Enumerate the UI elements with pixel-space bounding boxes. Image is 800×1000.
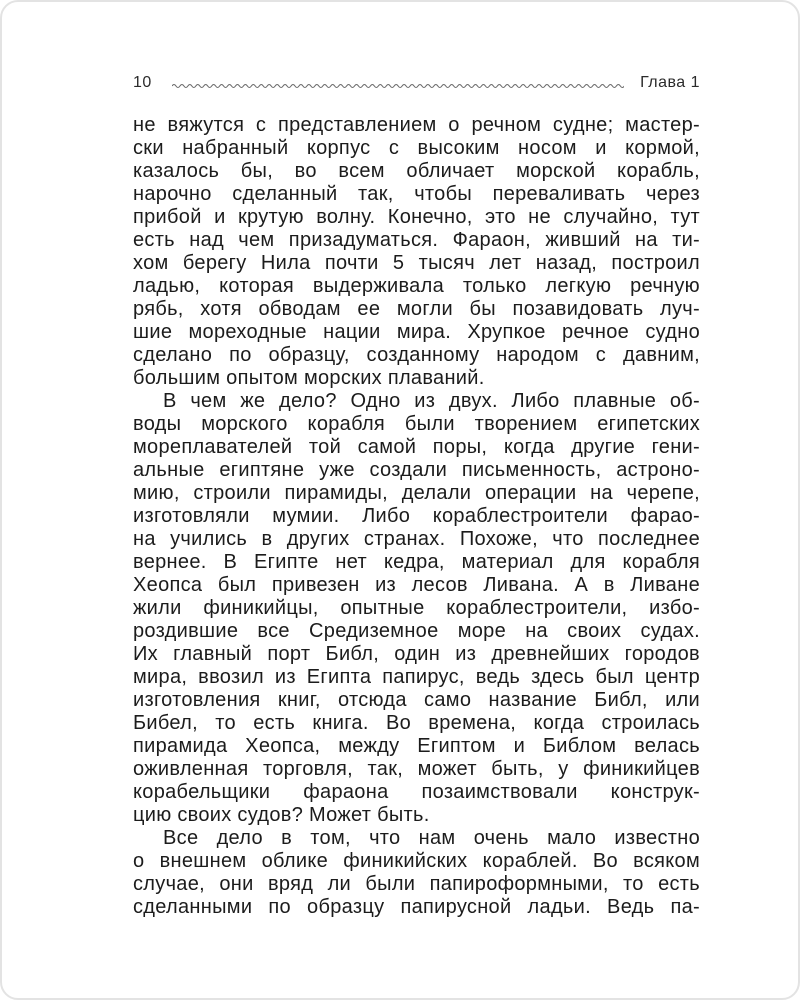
- text-line: оживленная торговля, так, может быть, у финикийцев: [133, 758, 700, 780]
- text-line: изготовляли мумии. Либо кораблестроители фарао-: [133, 505, 700, 527]
- paragraph: [133, 390, 700, 827]
- text-line: о внешнем облике финикийских кораблей. Во всяком: [133, 850, 700, 872]
- page-header: [133, 72, 700, 94]
- text-line: сделанными по образцу папирусной ладьи. Ведь па-: [133, 896, 700, 918]
- text-line: сделано по образцу, созданному народом с давним,: [133, 344, 700, 366]
- text-line: воды морского корабля были творением египетских: [133, 413, 700, 435]
- text-line: шие мореходные нации мира. Хрупкое речное судно: [133, 321, 700, 343]
- text-line: случае, они вряд ли были папироформными, то есть: [133, 873, 700, 895]
- paragraph: [133, 827, 700, 919]
- text-line: альные египтяне уже создали письменность, астроно-: [133, 459, 700, 481]
- text-line: казалось бы, во всем обличает морской корабль,: [133, 160, 700, 182]
- page-number: 10: [133, 74, 152, 91]
- text-line: корабельщики фараона позаимствовали конструк-: [133, 781, 700, 803]
- text-line: В чем же дело? Одно из двух. Либо плавные об-: [163, 390, 700, 412]
- text-line: прибой и крутую волну. Конечно, это не случайно, тут: [133, 206, 700, 228]
- text-line: изготовления книг, отсюда само название Библ, или: [133, 689, 700, 711]
- text-line: ски набранный корпус с высоким носом и кормой,: [133, 137, 700, 159]
- text-line: ладью, которая выдерживала только легкую речную: [133, 275, 700, 297]
- body-text: [133, 114, 700, 919]
- text-line: нарочно сделанный так, чтобы переваливать через: [133, 183, 700, 205]
- text-line: большим опытом морских плаваний.: [133, 367, 485, 389]
- text-line: Все дело в том, что нам очень мало известно: [163, 827, 700, 849]
- text-line: пирамида Хеопса, между Египтом и Библом велась: [133, 735, 700, 757]
- text-line: не вяжутся с представлением о речном судне; мастер-: [133, 114, 700, 136]
- chapter-label: Глава 1: [640, 74, 700, 91]
- book-page: [133, 72, 700, 919]
- wavy-line-path: [172, 85, 624, 88]
- text-line: на учились в других странах. Похоже, что последнее: [133, 528, 700, 550]
- text-line: мореплавателей той самой поры, когда другие гени-: [133, 436, 700, 458]
- text-line: Бибел, то есть книга. Во времена, когда строилась: [133, 712, 700, 734]
- text-line: мира, ввозил из Египта папирус, ведь здесь был центр: [133, 666, 700, 688]
- text-line: роздившие все Средиземное море на своих судах.: [133, 620, 700, 642]
- text-line: рябь, хотя обводам ее могли бы позавидовать луч-: [133, 298, 700, 320]
- text-line: вернее. В Египте нет кедра, материал для корабля: [133, 551, 700, 573]
- text-line: жили финикийцы, опытные кораблестроители, избо-: [133, 597, 700, 619]
- paragraph: [133, 114, 700, 390]
- text-line: мию, строили пирамиды, делали операции на черепе,: [133, 482, 700, 504]
- header-wavy-rule: [172, 81, 624, 89]
- text-line: цию своих судов? Может быть.: [133, 804, 430, 826]
- text-line: Их главный порт Библ, один из древнейших городов: [133, 643, 700, 665]
- text-line: есть над чем призадуматься. Фараон, живший на ти-: [133, 229, 700, 251]
- text-line: хом берегу Нила почти 5 тысяч лет назад, построил: [133, 252, 700, 274]
- text-line: Хеопса был привезен из лесов Ливана. А в Ливане: [133, 574, 700, 596]
